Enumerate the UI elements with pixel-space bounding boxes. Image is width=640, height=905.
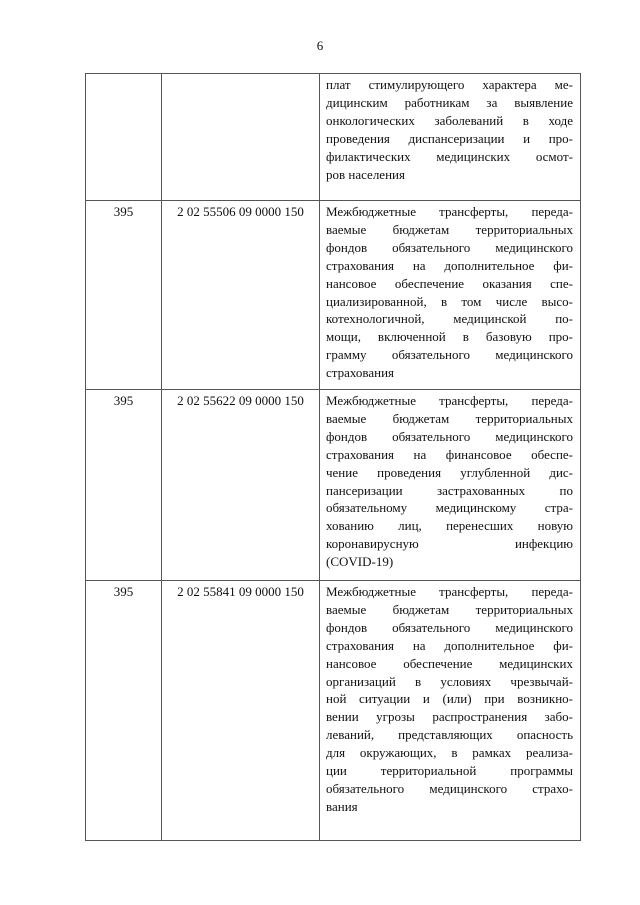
description-line: страхования на дополнительное фи-	[326, 257, 573, 273]
description-line: организаций в условиях чрезвычай-	[326, 673, 573, 689]
description-line: котехнологичной, медицинской по-	[326, 311, 573, 327]
description-line: ной ситуации и (или) при возникно-	[326, 691, 573, 707]
description-line: ров населения	[326, 166, 405, 182]
description-line: страхования	[326, 365, 395, 381]
budget-classification-code-cell: 2 02 55506 09 0000 150	[162, 201, 320, 390]
admin-code-cell: 395	[86, 581, 162, 841]
description-line: для окружающих, в рамках реализа-	[326, 745, 573, 761]
description-line: страхования на финансовое обеспе-	[326, 446, 573, 462]
description-line: грамму обязательного медицинского	[326, 347, 573, 363]
description-line: плат стимулирующего характера ме-	[326, 77, 573, 92]
description-cell	[320, 390, 581, 581]
admin-code-cell: 395	[86, 201, 162, 390]
description-line: фондов обязательного медицинского	[326, 239, 573, 255]
admin-code-cell: 395	[86, 390, 162, 581]
description-line: филактических медицинских осмот-	[326, 148, 573, 164]
description-line: циализированной, в том числе высо-	[326, 293, 573, 309]
budget-classification-code-cell	[162, 74, 320, 201]
table-row	[86, 390, 581, 581]
description-line: чение проведения углубленной дис-	[326, 464, 573, 480]
budget-code-table	[85, 73, 581, 841]
table-row	[86, 201, 581, 390]
description-line: (COVID-19)	[326, 554, 394, 570]
description-line: проведения диспансеризации и про-	[326, 130, 573, 146]
description-line: онкологических заболеваний в ходе	[326, 112, 573, 128]
description-line: ваемые бюджетам территориальных	[326, 410, 573, 426]
description-cell	[320, 581, 581, 841]
description-line: Межбюджетные трансферты, переда-	[326, 584, 573, 599]
description-line: ции территориальной программы	[326, 763, 573, 779]
description-line: фондов обязательного медицинского	[326, 428, 573, 444]
admin-code-cell	[86, 74, 162, 201]
budget-classification-code-cell: 2 02 55841 09 0000 150	[162, 581, 320, 841]
description-line: фондов обязательного медицинского	[326, 619, 573, 635]
description-line: леваний, представляющих опасность	[326, 727, 573, 743]
description-line: дицинским работникам за выявление	[326, 94, 573, 110]
description-line: Межбюджетные трансферты, переда-	[326, 393, 573, 408]
description-cell	[320, 201, 581, 390]
table-row	[86, 74, 581, 201]
description-line: мощи, включенной в базовую про-	[326, 329, 573, 345]
description-line: обязательного медицинского страхо-	[326, 780, 573, 796]
description-line: ваемые бюджетам территориальных	[326, 221, 573, 237]
description-cell	[320, 74, 581, 201]
description-line: хованию лиц, перенесших новую	[326, 518, 573, 534]
table-row	[86, 581, 581, 841]
description-line: обязательному медицинскому стра-	[326, 500, 573, 516]
page-number: 6	[316, 38, 324, 53]
description-line: нансовое обеспечение медицинских	[326, 655, 573, 671]
budget-classification-code-cell: 2 02 55622 09 0000 150	[162, 390, 320, 581]
description-line: Межбюджетные трансферты, переда-	[326, 204, 573, 219]
description-line: вении угрозы распространения забо-	[326, 709, 573, 725]
description-line: нансовое обеспечение оказания спе-	[326, 275, 573, 291]
description-line: вания	[326, 798, 358, 814]
description-line: коронавирусную инфекцию	[326, 536, 573, 552]
description-line: ваемые бюджетам территориальных	[326, 601, 573, 617]
description-line: страхования на дополнительное фи-	[326, 637, 573, 653]
description-line: пансеризации застрахованных по	[326, 482, 573, 498]
